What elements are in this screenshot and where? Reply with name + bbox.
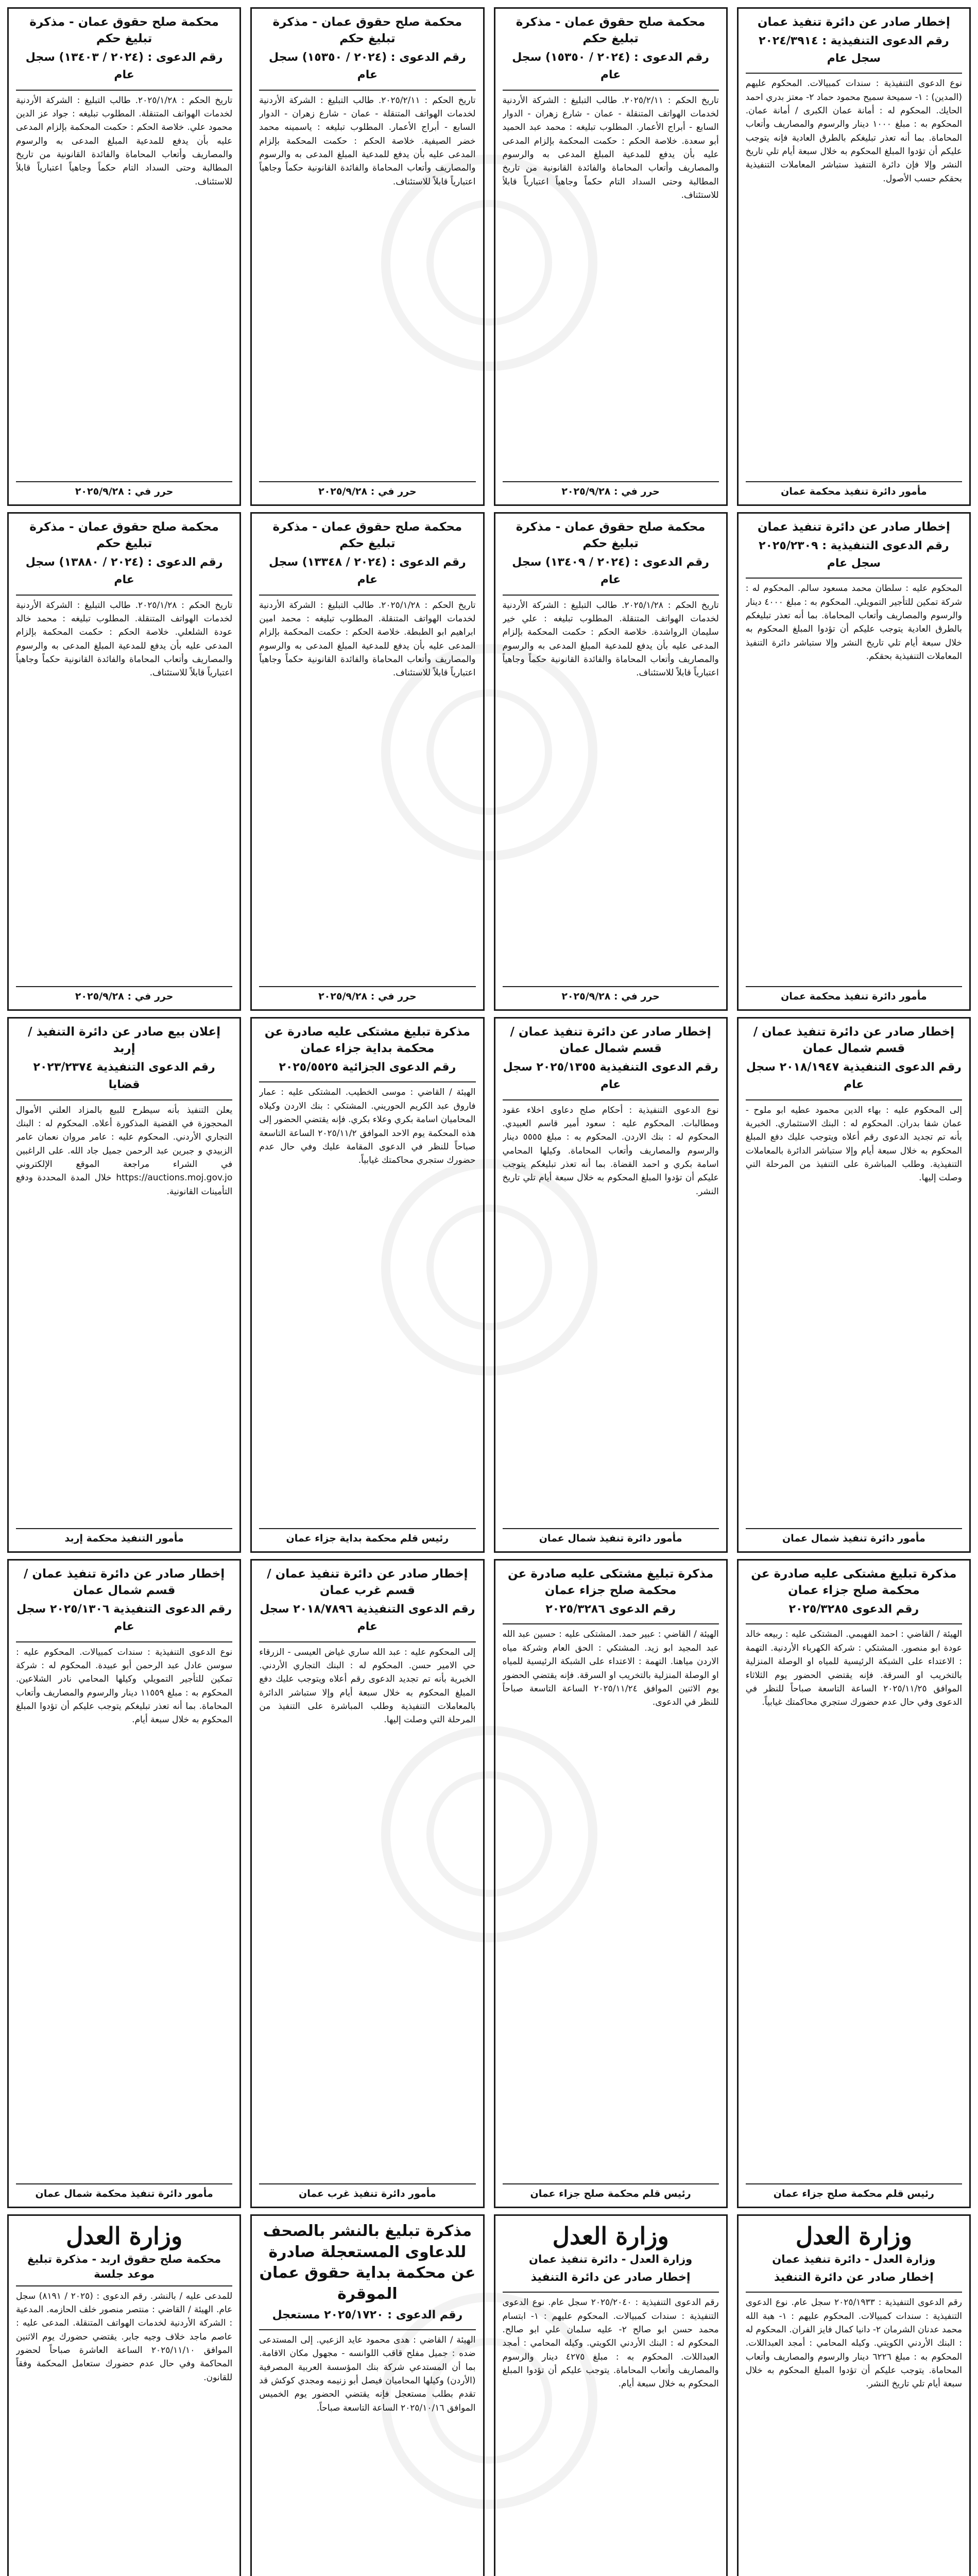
- notice-box: [7, 1017, 241, 1553]
- divider: [503, 595, 719, 596]
- notice-header: وزارة العدل - دائرة تنفيذ عمان: [772, 2252, 936, 2265]
- notice-body: الهيئة / القاضي : موسى الخطيب. المشتكى عليه : عمار فاروق عبد الكريم الحوريني. المشتكي : بنك الاردن وكيلاه المحاميان اسامة بكري وعلاء بكري. فإنه يقتضي الحضور إلى هذه المحكمة يوم الاحد الموافق ٢٠٢٥/١١/٢ الساعة التاسعة صباحاً للنظر في الدعوى المقامة عليك وفي حال عدم حضورك ستجري محاكمتك غيابياً.: [259, 1087, 476, 1166]
- notice-header: مذكرة تبليغ مشتكى عليه صادرة عن محكمة بداية جزاء عمان: [264, 1025, 471, 1056]
- notice-footer: مأمور دائرة تنفيذ شمال عمان: [746, 1528, 962, 1546]
- divider: [259, 2329, 475, 2330]
- notice-header: إخطار صادر عن دائرة تنفيذ عمان / قسم غرب عمان: [267, 1567, 468, 1598]
- notice-box: [250, 7, 484, 506]
- notice-footer: مأمور التنفيذ محكمة إربد: [16, 1528, 232, 1546]
- notice-body: إلى المحكوم عليه : بهاء الدين محمود عطيه ابو ملوح - عمان شفا بدران. المحكوم له : البنك الاستثماري. الخبرية بأنه تم تجديد الدعوى رقم أعلاه ويتوجب عليك دفع المبلغ المحكوم به خلال سبعة أيام وإلا ستباشر الدائرة بالمعاملات التنفيذية. وطلب المباشرة على التنفيذ من المرحلة التي وصلت إليها.: [745, 1105, 962, 1183]
- notice-footer: رئيس قلم محكمة بداية جزاء عمان: [259, 1528, 475, 1546]
- case-number: رقم الدعوى التنفيذية ٢٠٢٥/١٣٠٦ سجل عام: [16, 1603, 232, 1634]
- divider: [746, 578, 962, 579]
- case-number: رقم الدعوى : (٢٠٢٤ / ١٣٣٤٨) سجل عام: [269, 556, 466, 587]
- notice-footer: حرر في : ٢٠٢٥/٩/٢٨: [16, 481, 232, 499]
- notice-box: [250, 1559, 484, 2208]
- notice-footer: حرر في : ٢٠٢٥/٩/٢٨: [503, 986, 719, 1004]
- notice-body: يعلن التنفيذ بأنه سيطرح للبيع بالمزاد العلني الأموال المحجوزة في القضية المذكورة أعلاه. المحكوم له : البنك التجاري الأردني. المحكوم عليه : عامر مروان نعمان عامر الزبيدي و جبرين عبد الرحمن جميل جاد الله. على الراغبين في الشراء مراجعة الموقع الإلكتروني https://auctions.moj.gov.jo خلال المدة المحددة ودفع التأمينات القانونية.: [16, 1105, 233, 1197]
- notice-footer: مأمور دائرة تنفيذ غرب عمان: [259, 2183, 475, 2201]
- notice-footer: رئيس قلم محكمة صلح جزاء عمان: [746, 2183, 962, 2201]
- divider: [746, 1623, 962, 1624]
- notice-box: [737, 512, 971, 1011]
- notice-footer: حرر في : ٢٠٢٥/٩/٢٨: [16, 986, 232, 1004]
- notice-footer: حرر في : ٢٠٢٥/٩/٢٨: [259, 481, 475, 499]
- case-number: رقم الدعوى التنفيذية ٢٠١٨/١٩٤٧ سجل عام: [746, 1061, 962, 1092]
- case-number: إخطار صادر عن دائرة التنفيذ: [774, 2271, 934, 2284]
- notice-header: إخطار صادر عن دائرة تنفيذ عمان / قسم شمال عمان: [753, 1025, 955, 1056]
- case-number: رقم الدعوى : (٢٠٢٤ / ١٣٤٠٩) سجل عام: [512, 556, 709, 587]
- divider: [503, 1099, 719, 1100]
- notice-header: محكمة صلح حقوق عمان - مذكرة تبليغ حكم: [29, 520, 219, 551]
- notice-box: [250, 2214, 484, 2576]
- notice-box: [494, 7, 728, 506]
- notice-header: محكمة صلح حقوق عمان - مذكرة تبليغ حكم: [516, 520, 706, 551]
- divider: [16, 2285, 232, 2286]
- notice-box: [7, 2214, 241, 2576]
- notice-footer: مأمور دائرة تنفيذ محكمة عمان: [746, 481, 962, 499]
- divider: [16, 1641, 232, 1642]
- ministry-title: وزارة العدل: [66, 2222, 183, 2250]
- notice-body: تاريخ الحكم : ٢٠٢٥/١/٢٨. طالب التبليغ : الشركة الأردنية لخدمات الهواتف المتنقلة. المطلوب تبليغه : علي خير سليمان الرواشدة. خلاصة الحكم : حكمت المحكمة بإلزام المدعى عليه بأن يدفع للمدعية المبلغ المدعى به والرسوم والمصاريف وأتعاب المحاماة والفائدة القانونية حكماً وجاهياً اعتبارياً قابلاً للاستئناف.: [502, 600, 719, 679]
- case-number: رقم الدعوى الجزائية ٢٠٢٥/٥٥٢٥: [279, 1061, 456, 1074]
- notice-box: [494, 1017, 728, 1553]
- notice-box: [7, 7, 241, 506]
- notice-footer: حرر في : ٢٠٢٥/٩/٢٨: [503, 481, 719, 499]
- notice-box: [494, 512, 728, 1011]
- divider: [16, 1099, 232, 1100]
- case-number: رقم الدعوى ٢٠٢٥/٣٢٨٦: [545, 1603, 676, 1616]
- notice-header: محكمة صلح حقوق عمان - مذكرة تبليغ حكم: [29, 15, 219, 46]
- notice-body: للمدعى عليه / بالنشر. رقم الدعوى : (٢٠٢٥ / ٨١٩١) سجل عام. الهيئة / القاضي : منتصر منصور خلف الحازمه. المدعية : الشركة الأردنية لخدمات الهواتف المتنقلة. المدعى عليه : عاصم ماجد خلاف وجيه جابر. يقتضي حضورك يوم الاثنين الموافق ٢٠٢٥/١١/١٠ الساعة العاشرة صباحاً لحضور المحاكمة وفي حال عدم حضورك ستعامل المحكمة وفقاً للقانون.: [16, 2291, 233, 2383]
- divider: [16, 90, 232, 91]
- divider: [259, 1081, 475, 1082]
- notice-header: إعلان بيع صادر عن دائرة التنفيذ / إربد: [28, 1025, 221, 1056]
- notice-box: [737, 2214, 971, 2576]
- notice-box: [737, 1559, 971, 2208]
- divider: [259, 1641, 475, 1642]
- notice-body: تاريخ الحكم : ٢٠٢٥/١/٢٨. طالب التبليغ : الشركة الأردنية لخدمات الهواتف المتنقلة. المطلوب تبليغه : محمد خالد عودة الشلعلي. خلاصة الحكم : حكمت المحكمة بإلزام المدعى عليه بأن يدفع للمدعية المبلغ المدعى به والرسوم والمصاريف وأتعاب المحاماة والفائدة القانونية حكماً وجاهياً اعتبارياً قابلاً للاستئناف.: [16, 600, 233, 679]
- notice-body: نوع الدعوى التنفيذية : سندات كمبيالات. المحكوم عليه : سوسن عادل عبد الرحمن أبو عبيدة. المحكوم له : شركة تمكين للتأجير التمويلي وكيلها المحامي نادر الشلاعين. المحكوم به : مبلغ ١١٥٥٩ دينار والرسوم والمصاريف وأتعاب المحاماة. بما أنه تعذر تبليغكم يتوجب عليكم أن تؤدوا المبلغ المحكوم به خلال سبعة أيام.: [16, 1647, 233, 1725]
- notice-body: تاريخ الحكم : ٢٠٢٥/١/٢٨. طالب التبليغ : الشركة الأردنية لخدمات الهواتف المتنقلة. المطلوب تبليغه : جواد عز الدين محمود علي. خلاصة الحكم : حكمت المحكمة بإلزام المدعى عليه بأن يدفع للمدعية المبلغ المدعى به والرسوم والمصاريف وأتعاب المحاماة والفائدة القانونية من تاريخ المطالبة وحتى السداد التام حكماً وجاهياً اعتبارياً قابلاً للاستئناف.: [16, 95, 233, 187]
- case-number: محكمة صلح حقوق اربد - مذكرة تبليغ موعد جلسة: [27, 2252, 221, 2281]
- notice-body: الهيئة / القاضي : احمد الفهيمي. المشتكى عليه : ربيعه خالد عودة ابو منصور. المشتكي : شركة الكهرباء الأردنية. التهمة : الاعتداء على الشبكة الرئيسية للمياه او الوصلة المنزلية بالتخريب او السرقة. فإنه يقتضي الحضور يوم الثلاثاء الموافق ٢٠٢٥/١١/٢٥ الساعة التاسعة صباحاً للنظر في الدعوى وفي حال عدم حضورك ستجري محاكمتك غيابياً.: [745, 1629, 962, 1708]
- divider: [259, 90, 475, 91]
- case-number: رقم الدعوى التنفيذية ٢٠٢٣/٢٣٧٤ قضايا: [33, 1061, 215, 1092]
- notice-body: تاريخ الحكم : ٢٠٢٥/١/٢٨. طالب التبليغ : الشركة الأردنية لخدمات الهواتف المتنقلة. المطلوب تبليغه : محمد امين ابراهيم ابو الطبطة. خلاصة الحكم : حكمت المحكمة بإلزام المدعى عليه بأن يدفع للمدعية المبلغ المدعى به والرسوم والمصاريف وأتعاب المحاماة والفائدة القانونية حكماً وجاهياً اعتبارياً قابلاً للاستئناف.: [259, 600, 476, 679]
- case-number: إخطار صادر عن دائرة التنفيذ: [530, 2271, 691, 2284]
- notice-footer: مأمور دائرة تنفيذ محكمة عمان: [746, 986, 962, 1004]
- case-number: رقم الدعوى التنفيذية : ٢٠٢٥/٢٣٠٩ سجل عام: [759, 539, 949, 570]
- case-number: رقم الدعوى ٢٠٢٥/٣٢٨٥: [788, 1603, 919, 1616]
- notice-header: مذكرة تبليغ بالنشر بالصحف للدعاوى المستعجلة صادرة عن محكمة بداية حقوق عمان الموقرة: [259, 2222, 476, 2303]
- divider: [746, 73, 962, 74]
- notice-box: [494, 2214, 728, 2576]
- case-number: رقم الدعوى : ٢٠٢٥/١٧٢٠ مستعجل: [272, 2309, 463, 2321]
- notice-box: [494, 1559, 728, 2208]
- notice-box: [737, 1017, 971, 1553]
- notice-header: إخطار صادر عن دائرة تنفيذ عمان: [757, 520, 950, 534]
- case-number: رقم الدعوى التنفيذية ٢٠١٨/٧٨٩٦ سجل عام: [260, 1603, 475, 1634]
- notice-body: رقم الدعوى التنفيذية : ٢٠٢٥/١٩٣٣ سجل عام. نوع الدعوى التنفيذية : سندات كمبيالات. المحكوم عليهم : ١- هبة الله محمد عدنان الشرمان ٢- دانيا كمال فايز الفران. المحكوم له : البنك الأردني الكويتي. وكيله المحامي : أمجد العبداللات. المحكوم به : مبلغ ٦٢٢٦ دينار والرسوم والمصاريف وأتعاب المحاماة. يتوجب عليكم أن تؤدوا المبلغ المحكوم به خلال سبعة أيام تلي تاريخ النشر.: [745, 2297, 962, 2389]
- notice-header: محكمة صلح حقوق عمان - مذكرة تبليغ حكم: [516, 15, 706, 46]
- divider: [746, 2292, 962, 2293]
- divider: [503, 90, 719, 91]
- notice-box: [250, 512, 484, 1011]
- notice-footer: مأمور دائرة تنفيذ محكمة شمال عمان: [16, 2183, 232, 2201]
- notice-body: المحكوم عليه : سلطان محمد مسعود سالم. المحكوم له : شركة تمكين للتأجير التمويلي. المحكوم به : مبلغ ٤٠٠٠ دينار والرسوم والمصاريف وأتعاب المحاماة. بما أنه تعذر تبليغكم بالطرق العادية يتوجب عليكم أن تؤدوا المبلغ المحكوم به خلال سبعة أيام تلي تاريخ النشر وإلا ستباشر دائرة التنفيذ المعاملات التنفيذية بحقكم.: [745, 583, 962, 662]
- notice-footer: مأمور دائرة تنفيذ شمال عمان: [503, 1528, 719, 1546]
- notice-header: محكمة صلح حقوق عمان - مذكرة تبليغ حكم: [272, 15, 462, 46]
- notice-header: محكمة صلح حقوق عمان - مذكرة تبليغ حكم: [272, 520, 462, 551]
- case-number: رقم الدعوى التنفيذية : ٢٠٢٤/٣٩١٤ سجل عام: [759, 35, 949, 65]
- ministry-title: وزارة العدل: [552, 2222, 669, 2250]
- notice-body: تاريخ الحكم : ٢٠٢٥/٢/١١. طالب التبليغ : الشركة الأردنية لخدمات الهواتف المتنقلة - عمان - شارع زهران - الدوار السابع - أبراج الأعمار. المطلوب تبليغه : ياسمينه محمد خضر الصيفية. خلاصة الحكم : حكمت المحكمة بإلزام المدعى عليه بأن يدفع للمدعية المبلغ المدعى به والرسوم والمصاريف وأتعاب المحاماة والفائدة القانونية حكماً وجاهياً اعتبارياً قابلاً للاستئناف.: [259, 95, 476, 187]
- notice-header: إخطار صادر عن دائرة تنفيذ عمان: [757, 15, 950, 29]
- notice-footer: حرر في : ٢٠٢٥/٩/٢٨: [259, 986, 475, 1004]
- divider: [503, 2292, 719, 2293]
- case-number: رقم الدعوى : (٢٠٢٤ / ١٣٤٠٣) سجل عام: [25, 51, 223, 82]
- notice-header: إخطار صادر عن دائرة تنفيذ عمان / قسم شمال عمان: [510, 1025, 711, 1056]
- notice-body: رقم الدعوى التنفيذية : ٢٠٢٥/٢٠٤٠ سجل عام. نوع الدعوى التنفيذية : سندات كمبيالات. المحكوم عليهم : ١- ابتسام محمد حسن ابو صالح ٢- عليه سلمان علي ابو صالح. المحكوم له : البنك الأردني الكويتي. وكيله المحامي : أمجد العبداللات. المحكوم به : مبلغ ٤٢٧٥ دينار والرسوم والمصاريف وأتعاب المحاماة. يتوجب عليكم أن تؤدوا المبلغ المحكوم به خلال سبعة أيام.: [502, 2297, 719, 2389]
- notice-body: نوع الدعوى التنفيذية : أحكام صلح دعاوى اخلاء عقود ومطالبات. المحكوم عليه : سعود أمير قاسم العبيدي. المحكوم له : بنك الاردن. المحكوم به : مبلغ ٥٥٥٥ دينار والرسوم والمصاريف وأتعاب المحاماة. وكيلها المحامي اسامة بكري و احمد القضاة. بما أنه تعذر تبليغكم يتوجب عليكم أن تؤدوا المبلغ المحكوم به خلال سبعة أيام تلي تاريخ النشر.: [502, 1105, 719, 1197]
- ministry-title: وزارة العدل: [795, 2222, 912, 2250]
- notice-body: نوع الدعوى التنفيذية : سندات كمبيالات. المحكوم عليهم (المدين) : ١- سميحة سميح محمود حماد ٢- معتز بدري احمد الحايك. المحكوم له : أمانة عمان الكبرى / أمانة عمان. المحكوم به : مبلغ ١٠٠٠ دينار والرسوم والمصاريف وأتعاب المحاماة. بما أنه تعذر تبليغكم بالطرق العادية فإنه يتوجب عليكم أن تؤدوا المبلغ المحكوم به خلال سبعة أيام تلي تاريخ النشر وإلا فإن دائرة التنفيذ ستباشر المعاملات التنفيذية بحقكم حسب الأصول.: [745, 78, 962, 184]
- divider: [259, 595, 475, 596]
- notice-box: [7, 512, 241, 1011]
- case-number: رقم الدعوى : (٢٠٢٤ / ١٥٣٥٠) سجل عام: [269, 51, 466, 82]
- notice-header: وزارة العدل - دائرة تنفيذ عمان: [529, 2252, 693, 2265]
- newspaper-notices-page: [7, 7, 971, 2576]
- notice-body: إلى المحكوم عليه : عبد الله ساري غياض العيسى - الزرقاء حي الامير حسن. المحكوم له : البنك التجاري الأردني. الخبرية بأنه تم تجديد الدعوى رقم أعلاه ويتوجب عليك دفع المبلغ المحكوم به خلال سبعة أيام وإلا ستباشر الدائرة بالمعاملات التنفيذية وطلب المباشرة على التنفيذ من المرحلة التي وصلت إليها.: [259, 1647, 476, 1725]
- notice-box: [737, 7, 971, 506]
- notice-header: مذكرة تبليغ مشتكى عليه صادرة عن محكمة صلح جزاء عمان: [507, 1567, 714, 1598]
- notice-box: [250, 1017, 484, 1553]
- case-number: رقم الدعوى : (٢٠٢٤ / ١٣٨٨٠) سجل عام: [25, 556, 223, 587]
- notice-body: الهيئة / القاضي : عبير حمد. المشتكى عليه : حسين عبد الله عبد المجيد ابو زيد. المشتكي : الحق العام وشركة مياه الاردن مياهنا. التهمة : الاعتداء على الشبكة الرئيسية للمياه او الوصلة المنزلية بالتخريب او السرقة. فإنه يقتضي الحضور يوم الاثنين الموافق ٢٠٢٥/١١/٢٤ الساعة التاسعة صباحاً للنظر في الدعوى.: [502, 1629, 719, 1708]
- notice-body: تاريخ الحكم : ٢٠٢٥/٢/١١. طالب التبليغ : الشركة الأردنية لخدمات الهواتف المتنقلة - عمان - شارع زهران - الدوار السابع - أبراج الأعمار. المطلوب تبليغه : محمد عبد الحميد أبو سعدة. خلاصة الحكم : حكمت المحكمة بإلزام المدعى عليه بأن يدفع للمدعية المبلغ المدعى به والرسوم والمصاريف وأتعاب المحاماة والفائدة القانونية من تاريخ المطالبة وحتى السداد التام حكماً وجاهياً اعتبارياً قابلاً للاستئناف.: [502, 95, 719, 200]
- notice-footer: رئيس قلم محكمة صلح جزاء عمان: [503, 2183, 719, 2201]
- notice-body: الهيئة / القاضي : هدى محمود عايد الزعبي. إلى المستدعى ضده : جميل مفلح قاقب اللوانسه - مجهول مكان الاقامة. بما أن المستدعي شركة بنك المؤسسة العربية المصرفية (الأردن) وكيلها المحاميان فيصل أبو زنيمه ومجدي كوكش قد تقدم بطلب مستعجل فإنه يقتضي الحضور يوم الخميس الموافق ٢٠٢٥/١٠/١٦ الساعة التاسعة صباحاً.: [259, 2335, 476, 2413]
- notice-box: [7, 1559, 241, 2208]
- case-number: رقم الدعوى : (٢٠٢٤ / ١٥٣٥٠) سجل عام: [512, 51, 709, 82]
- divider: [16, 595, 232, 596]
- notice-header: مذكرة تبليغ مشتكى عليه صادرة عن محكمة صلح جزاء عمان: [751, 1567, 957, 1598]
- divider: [746, 1099, 962, 1100]
- divider: [503, 1623, 719, 1624]
- case-number: رقم الدعوى التنفيذية ٢٠٢٥/١٣٥٥ سجل عام: [503, 1061, 718, 1092]
- notice-header: إخطار صادر عن دائرة تنفيذ عمان / قسم شمال عمان: [23, 1567, 225, 1598]
